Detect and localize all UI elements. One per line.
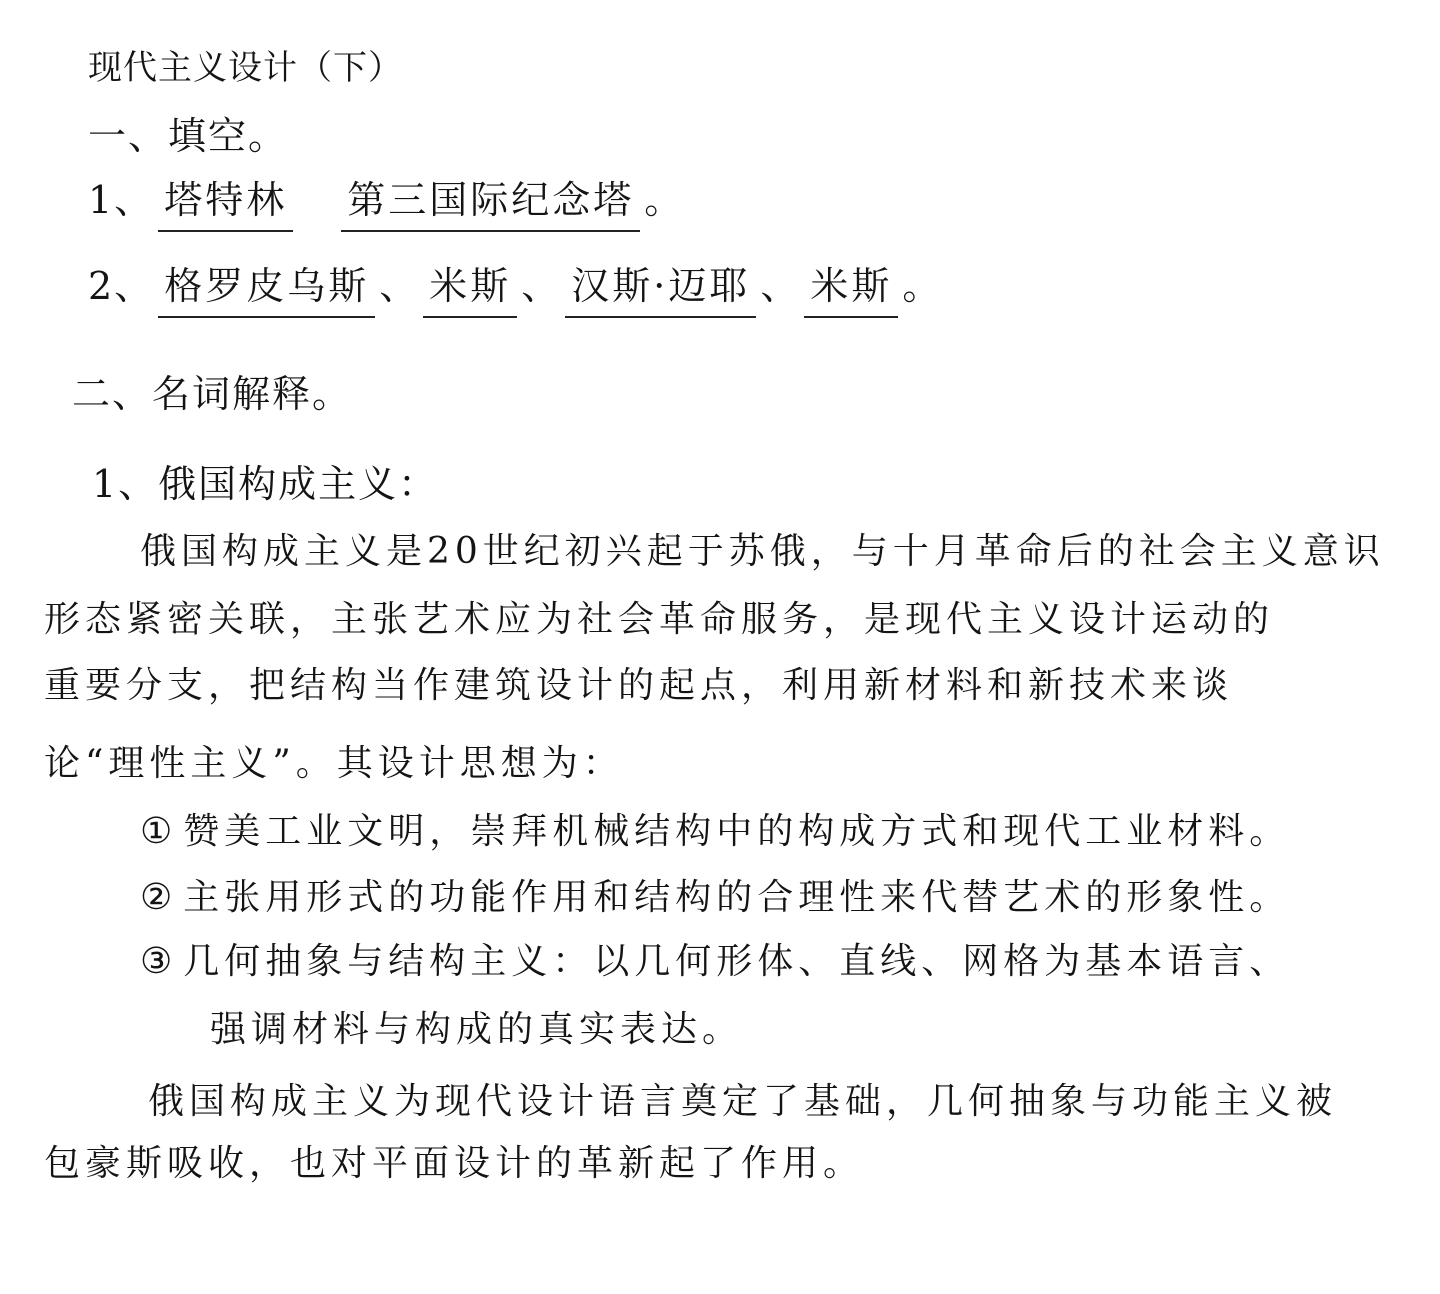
list-marker: ②	[140, 877, 178, 918]
separator: 、	[379, 264, 420, 308]
paragraph-line: 俄国构成主义是20世纪初兴起于苏俄，与十月革命后的社会主义意识	[140, 531, 1385, 572]
answer-text: 第三国际纪念塔	[347, 178, 635, 222]
page-title: 现代主义设计（下）	[88, 48, 403, 88]
list-item-text: 几何抽象与结构主义：以几何形体、直线、网格为基本语言、	[183, 941, 1291, 982]
paragraph-line: 包豪斯吸收，也对平面设计的革新起了作用。	[44, 1143, 865, 1184]
separator: 、	[521, 264, 562, 308]
term-heading: 1、俄国构成主义：	[92, 462, 439, 506]
question-number: 2、	[88, 264, 155, 308]
list-marker: ①	[140, 811, 178, 852]
list-item-text: 主张用形式的功能作用和结构的合理性来代替艺术的形象性。	[183, 877, 1291, 918]
paragraph-line: 形态紧密关联，主张艺术应为社会革命服务，是现代主义设计运动的	[44, 599, 1275, 640]
question-2	[88, 262, 942, 318]
section-heading-fill-in: 一、填空。	[88, 114, 289, 158]
list-item-text: 赞美工业文明，崇拜机械结构中的构成方式和现代工业材料。	[183, 811, 1291, 852]
question-number: 1、	[88, 178, 155, 222]
list-item	[140, 808, 1290, 856]
paragraph-line: 俄国构成主义为现代设计语言奠定了基础，几何抽象与功能主义被	[148, 1081, 1338, 1122]
list-item	[140, 874, 1290, 922]
answer-text: 塔特林	[164, 178, 288, 222]
end-punct: 。	[902, 264, 943, 308]
answer-blank	[158, 262, 375, 318]
paragraph-line: 论“理性主义”。其设计思想为：	[44, 743, 624, 784]
answer-text: 格罗皮乌斯	[164, 264, 370, 308]
separator: 、	[760, 264, 801, 308]
list-marker: ③	[140, 941, 178, 982]
answer-text: 米斯	[429, 264, 512, 308]
end-punct: 。	[644, 178, 685, 222]
section-heading-terms: 二、名词解释。	[72, 372, 353, 416]
answer-text: 米斯	[810, 264, 893, 308]
answer-blank	[158, 176, 293, 232]
answer-blank	[423, 262, 517, 318]
answer-blank	[804, 262, 898, 318]
question-1	[88, 176, 684, 232]
list-item	[140, 938, 1290, 986]
answer-blank	[565, 262, 756, 318]
answer-blank	[341, 176, 640, 232]
paragraph-line: 重要分支，把结构当作建筑设计的起点，利用新材料和新技术来谈	[44, 665, 1234, 706]
answer-text: 汉斯·迈耶	[571, 264, 751, 308]
list-item-continuation: 强调材料与构成的真实表达。	[210, 1009, 744, 1050]
